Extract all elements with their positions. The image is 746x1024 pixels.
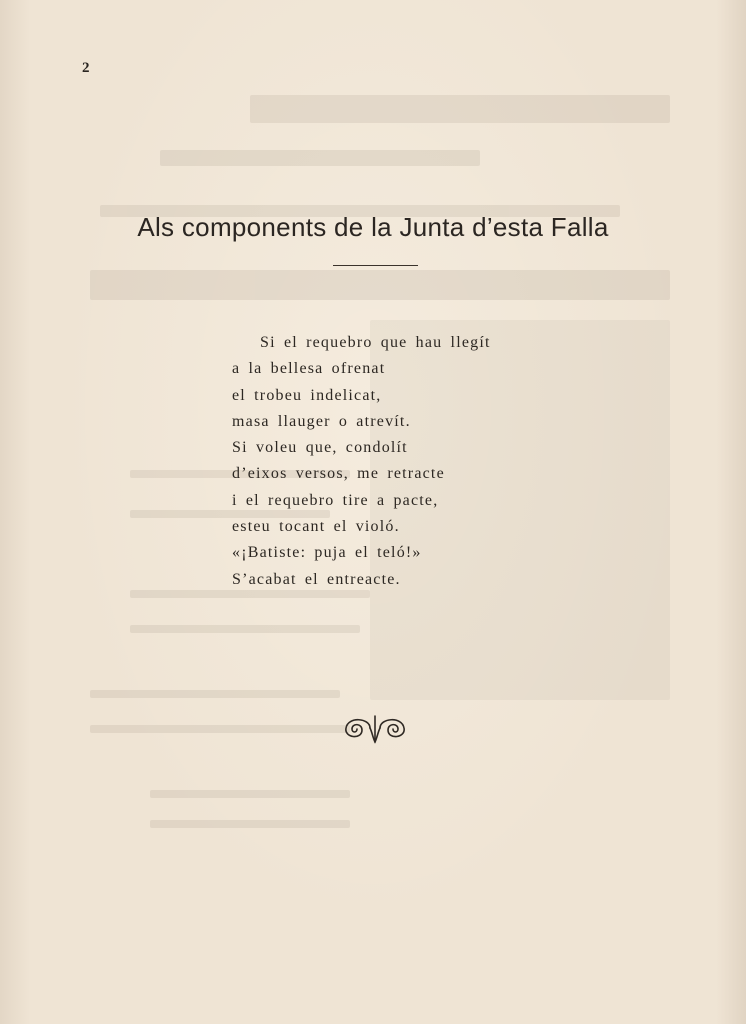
poem-line: S’acabat el entreacte. xyxy=(232,570,401,588)
poem-line: d’eixos versos, me retracte xyxy=(232,465,445,483)
poem-line: el trobeu indelicat, xyxy=(232,386,382,404)
scroll-ornament-icon xyxy=(340,710,410,746)
poem-line: Si voleu que, condolít xyxy=(232,439,408,457)
poem xyxy=(232,330,491,593)
poem-line: «¡Batiste: puja el teló!» xyxy=(232,544,422,562)
poem-line: esteu tocant el violó. xyxy=(232,518,400,536)
title-divider xyxy=(333,265,418,266)
poem-line: i el requebro tire a pacte, xyxy=(232,491,439,509)
page-number: 2 xyxy=(82,60,90,76)
poem-line: Si el requebro que hau llegít xyxy=(260,334,491,351)
poem-line: a la bellesa ofrenat xyxy=(232,360,386,378)
poem-line: masa llauger o atrevít. xyxy=(232,412,411,430)
page-title: Als components de la Junta d’esta Falla xyxy=(137,212,609,242)
